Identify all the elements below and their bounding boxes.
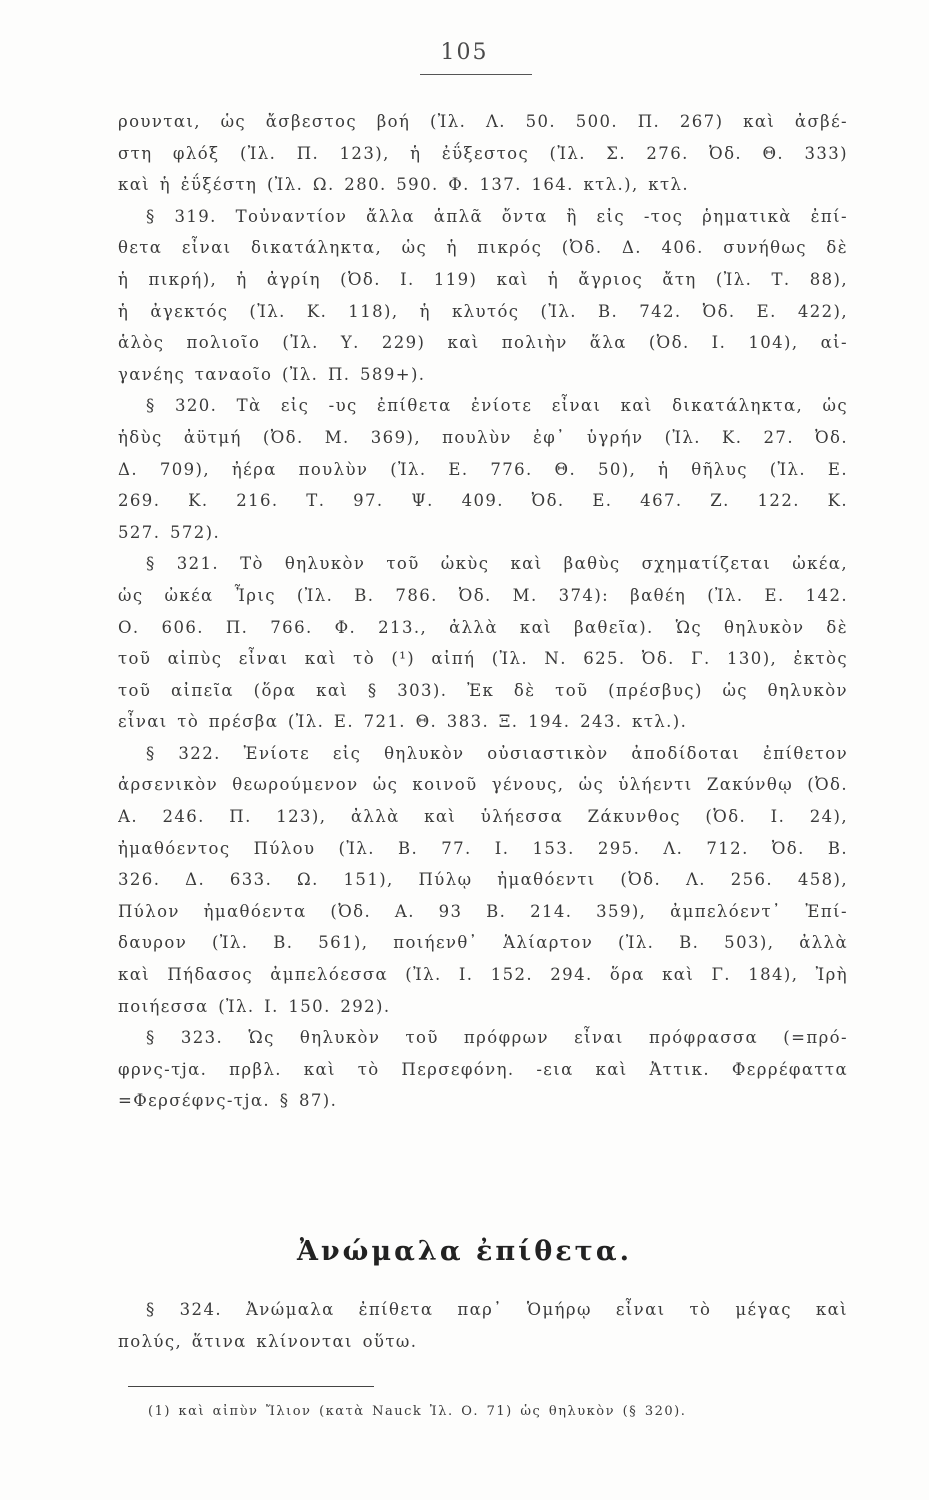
paragraph-319-start: § 319. Τοὐναντίον ἄλλα ἁπλᾶ ὄντα ἢ εἰς -τος ῥηματικὰ ἐπί- (146, 206, 848, 226)
paragraph-322-start: § 322. Ἐνίοτε εἰς θηλυκὸν οὐσιαστικὸν ἀποδίδοται ἐπίθετον (146, 743, 848, 763)
text-line: θετα εἶναι δικατάληκτα, ὡς ἡ πικρός (Ὀδ. Δ. 406. συνήθως δὲ (118, 238, 848, 258)
text-line: =Φερσέφνς-τjα. § 87). (118, 1091, 338, 1111)
paragraph-323-start: § 323. Ὡς θηλυκὸν τοῦ πρόφρων εἶναι πρόφρασσα (=πρό- (146, 1028, 848, 1048)
text-line: 269. Κ. 216. Τ. 97. Ψ. 409. Ὀδ. Ε. 467. Ζ. 122. Κ. (118, 491, 848, 511)
text-line: ρουνται, ὡς ἄσβεστος βοή (Ἰλ. Λ. 50. 500. Π. 267) καὶ ἀσβέ- (118, 112, 848, 131)
paragraph-320-start: § 320. Τὰ εἰς -υς ἐπίθετα ἐνίοτε εἶναι καὶ δικατάληκτα, ὡς (146, 396, 848, 416)
text-line: Ο. 606. Π. 766. Φ. 213., ἀλλὰ καὶ βαθεῖα). Ὡς θηλυκὸν δὲ (118, 617, 848, 637)
paragraph-324-start: § 324. Ἀνώμαλα ἐπίθετα παρ᾽ Ὁμήρῳ εἶναι τὸ μέγας καὶ (146, 1300, 848, 1319)
text-line: ἁλὸς πολιοῖο (Ἰλ. Υ. 229) καὶ πολιὴν ἅλα (Ὀδ. Ι. 104), αἰ- (118, 333, 848, 353)
paragraph-321-start: § 321. Τὸ θηλυκὸν τοῦ ὠκὺς καὶ βαθὺς σχηματίζεται ὠκέα, (146, 554, 848, 574)
body-text-bottom (118, 1294, 848, 1357)
text-line: ἡδὺς ἀϋτμή (Ὀδ. Μ. 369), πουλὺν ἐφ᾽ ὑγρήν (Ἰλ. Κ. 27. Ὀδ. (118, 427, 848, 447)
page-number: 105 (440, 40, 489, 65)
text-line: δαυρον (Ἰλ. Β. 561), ποιήενθ᾽ Ἁλίαρτον (Ἰλ. Β. 503), ἀλλὰ (118, 933, 848, 953)
text-line: ἠμαθόεντος Πύλου (Ἰλ. Β. 77. Ι. 153. 295. Λ. 712. Ὀδ. Β. (118, 838, 848, 858)
text-line: πολύς, ἅτινα κλίνονται οὕτω. (118, 1331, 418, 1351)
text-line: 326. Δ. 633. Ω. 151), Πύλῳ ἠμαθόεντι (Ὀδ. Λ. 256. 458), (118, 870, 848, 890)
text-line: Δ. 709), ἠέρα πουλὺν (Ἰλ. Ε. 776. Θ. 50), ἡ θῆλυς (Ἰλ. Ε. (118, 459, 848, 479)
body-text-top (118, 106, 848, 1117)
section-heading: Ἀνώμαλα ἐπίθετα. (296, 1236, 633, 1267)
text-line: εἶναι τὸ πρέσβα (Ἰλ. Ε. 721. Θ. 383. Ξ. 194. 243. κτλ.). (118, 712, 688, 732)
text-line: ἡ πικρή), ἡ ἀγρίη (Ὀδ. Ι. 119) καὶ ἡ ἄγριος ἄτη (Ἰλ. Τ. 88), (118, 269, 848, 289)
text-line: τοῦ αἰπεῖα (ὅρα καὶ § 303). Ἐκ δὲ τοῦ (πρέσβυς) ὡς θηλυκὸν (118, 680, 848, 700)
text-line: στη φλόξ (Ἰλ. Π. 123), ἡ ἐΰξεστος (Ἰλ. Σ. 276. Ὀδ. Θ. 333) (118, 143, 848, 163)
text-line: 527. 572). (118, 522, 221, 542)
text-line: τοῦ αἰπὺς εἶναι καὶ τὸ (¹) αἰπή (Ἰλ. Ν. 625. Ὀδ. Γ. 130), ἐκτὸς (118, 649, 848, 669)
text-line: φρνς-τjα. πρβλ. καὶ τὸ Περσεφόνη. -εια καὶ Ἀττικ. Φερρέφαττα (118, 1059, 848, 1079)
text-line: ἡ ἀγεκτός (Ἰλ. Κ. 118), ἡ κλυτός (Ἰλ. Β. 742. Ὀδ. Ε. 422), (118, 301, 848, 321)
text-line: ποιήεσσα (Ἰλ. Ι. 150. 292). (118, 996, 391, 1016)
text-line: καὶ ἡ ἐΰξέστη (Ἰλ. Ω. 280. 590. Φ. 137. 164. κτλ.), κτλ. (118, 175, 690, 195)
footnote: (1) καὶ αἰπὺν Ἴλιον (κατὰ Nauck Ἰλ. Ο. 71) ὡς θηλυκὸν (§ 320). (148, 1404, 687, 1419)
text-line: Α. 246. Π. 123), ἀλλὰ καὶ ὑλήεσσα Ζάκυνθος (Ὀδ. Ι. 24), (118, 807, 848, 827)
text-line: ὡς ὠκέα Ἶρις (Ἰλ. Β. 786. Ὀδ. Μ. 374): βαθέη (Ἰλ. Ε. 142. (118, 585, 848, 605)
text-line: Πύλον ἠμαθόεντα (Ὀδ. Α. 93 Β. 214. 359), ἀμπελόεντ᾽ Ἐπί- (118, 901, 848, 921)
text-line: γανέης ταναοῖο (Ἰλ. Π. 589+). (118, 364, 426, 384)
footnote-rule (128, 1386, 374, 1387)
text-line: καὶ Πήδασος ἀμπελόεσσα (Ἰλ. Ι. 152. 294. ὅρα καὶ Γ. 184), Ἰρὴ (118, 965, 848, 985)
header-rule (420, 74, 532, 75)
text-line: ἀρσενικὸν θεωρούμενον ὡς κοινοῦ γένους, ὡς ὑλήεντι Ζακύνθῳ (Ὀδ. (118, 775, 848, 795)
